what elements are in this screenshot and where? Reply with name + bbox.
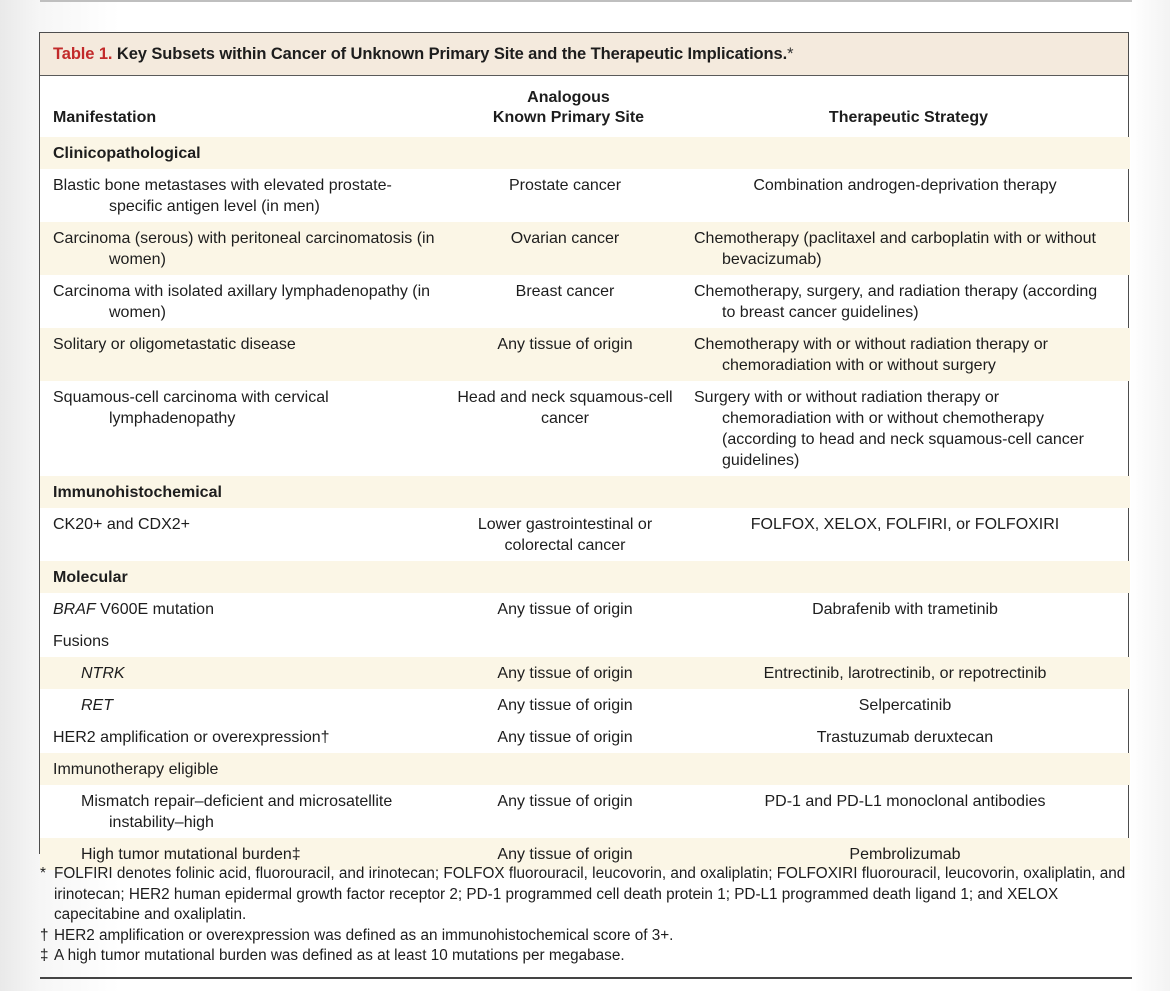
section-row xyxy=(40,561,1130,593)
strategy-cell: PD-1 and PD-L1 monoclonal antibodies xyxy=(764,793,1046,810)
table-row xyxy=(40,785,1130,838)
gene-name: RET xyxy=(81,697,113,714)
strategy-cell: Combination androgen-deprivation therapy xyxy=(753,177,1057,194)
strategy-cell: Pembrolizumab xyxy=(680,838,1130,870)
footnote-text: FOLFIRI denotes folinic acid, fluorouracil, and irinotecan; FOLFOX fluorouracil, leucovorin, and oxaliplatin; FOLFOXIRI fluorouracil, leucovorin, oxaliplatin, and irinotecan; HER2 human epidermal growth factor receptor 2; PD-1 programmed cell death protein 1; PD-L1 programmed death ligand 1; and XELOX capecitabine and oxaliplatin. xyxy=(54,865,1126,924)
table-row xyxy=(40,657,1130,689)
bottom-rule xyxy=(40,977,1132,979)
site-cell: Prostate cancer xyxy=(508,177,622,194)
site-cell xyxy=(450,625,680,657)
strategy-cell xyxy=(680,625,1130,657)
table-row xyxy=(40,381,1130,476)
table-frame xyxy=(39,32,1129,863)
table-row xyxy=(40,753,1130,785)
footnote xyxy=(40,864,1130,926)
header-site-line1: Analogous xyxy=(527,89,610,106)
table-row xyxy=(40,222,1130,275)
footnote-text: HER2 amplification or overexpression was defined as an immunohistochemical score of 3+. xyxy=(54,926,674,944)
manifestation-cell xyxy=(40,689,450,721)
strategy-cell: Dabrafenib with trametinib xyxy=(812,601,998,618)
manifestation-cell: Blastic bone metastases with elevated prostate-specific antigen level (in men) xyxy=(53,177,392,215)
manifestation-cell: Carcinoma (serous) with peritoneal carcinomatosis (in women) xyxy=(40,222,450,275)
manifestation-cell: HER2 amplification or overexpression† xyxy=(53,729,330,746)
site-cell: Breast cancer xyxy=(515,283,615,300)
manifestation-cell: Mismatch repair–deficient and microsatellite instability–high xyxy=(81,793,393,831)
manifestation-cell: Squamous-cell carcinoma with cervical lymphadenopathy xyxy=(53,389,329,427)
gene-name: NTRK xyxy=(81,665,125,682)
site-cell xyxy=(450,753,680,785)
manifestation-cell: Carcinoma with isolated axillary lymphadenopathy (in women) xyxy=(53,283,431,321)
table-title: Key Subsets within Cancer of Unknown Primary Site and the Therapeutic Implications. xyxy=(116,45,788,63)
footnote xyxy=(40,946,1130,967)
site-cell: Any tissue of origin xyxy=(497,793,633,810)
site-cell: Any tissue of origin xyxy=(450,657,680,689)
table-caption xyxy=(40,33,1128,76)
strategy-cell xyxy=(680,753,1130,785)
section-label: Molecular xyxy=(40,561,1130,593)
strategy-cell: Entrectinib, larotrectinib, or repotrectinib xyxy=(680,657,1130,689)
manifestation-cell: Immunotherapy eligible xyxy=(40,753,450,785)
table-row xyxy=(40,275,1130,328)
header-row xyxy=(40,76,1130,137)
manifestation-cell: CK20+ and CDX2+ xyxy=(53,516,190,533)
strategy-cell: FOLFOX, XELOX, FOLFIRI, or FOLFOXIRI xyxy=(750,516,1060,533)
data-table xyxy=(40,76,1130,870)
footnote xyxy=(40,926,1130,947)
footnote-mark: * xyxy=(40,865,46,882)
site-cell: Any tissue of origin xyxy=(450,838,680,870)
site-cell: Any tissue of origin xyxy=(497,697,633,714)
table-number: Table 1. xyxy=(53,45,113,63)
site-cell: Any tissue of origin xyxy=(497,601,633,618)
manifestation-cell: Solitary or oligometastatic disease xyxy=(40,328,450,381)
strategy-cell: Chemotherapy with or without radiation therapy or chemoradiation with or without surgery xyxy=(680,328,1130,381)
manifestation-cell: High tumor mutational burden‡ xyxy=(40,838,450,870)
footnotes xyxy=(40,864,1130,967)
manifestation-cell xyxy=(40,593,450,625)
footnote-text: A high tumor mutational burden was defined as at least 10 mutations per megabase. xyxy=(54,947,625,965)
manifestation-text: V600E mutation xyxy=(95,601,214,618)
strategy-cell: Trastuzumab deruxtecan xyxy=(816,729,994,746)
table-row xyxy=(40,508,1130,561)
site-cell: Lower gastrointestinal or colorectal cancer xyxy=(477,516,653,554)
site-cell: Any tissue of origin xyxy=(450,328,680,381)
header-site xyxy=(450,76,680,137)
site-cell: Ovarian cancer xyxy=(450,222,680,275)
strategy-cell: Chemotherapy, surgery, and radiation therapy (according to breast cancer guidelines) xyxy=(694,283,1098,321)
caption-asterisk: * xyxy=(787,45,794,63)
table-row xyxy=(40,169,1130,222)
gene-name: BRAF xyxy=(53,601,96,618)
strategy-cell: Chemotherapy (paclitaxel and carboplatin with or without bevacizumab) xyxy=(680,222,1130,275)
header-site-line2: Known Primary Site xyxy=(492,109,645,126)
manifestation-cell xyxy=(40,657,450,689)
table-row xyxy=(40,625,1130,657)
header-manifestation: Manifestation xyxy=(53,109,157,126)
table-row xyxy=(40,689,1130,721)
section-label: Clinicopathological xyxy=(40,137,1130,169)
strategy-cell: Selpercatinib xyxy=(858,697,952,714)
site-cell: Any tissue of origin xyxy=(497,729,633,746)
section-label: Immunohistochemical xyxy=(40,476,1130,508)
table-row xyxy=(40,328,1130,381)
footnote-mark: ‡ xyxy=(40,947,49,965)
header-strategy: Therapeutic Strategy xyxy=(828,109,989,126)
table-row xyxy=(40,593,1130,625)
section-row xyxy=(40,476,1130,508)
footnote-mark: † xyxy=(40,926,49,944)
table-row xyxy=(40,721,1130,753)
strategy-cell: Surgery with or without radiation therapy or chemoradiation with or without chemotherapy (according to head and neck squamous-cell cancer guidelines) xyxy=(694,389,1084,469)
section-row xyxy=(40,137,1130,169)
site-cell: Head and neck squamous-cell cancer xyxy=(457,389,673,427)
top-rule xyxy=(40,0,1132,2)
manifestation-cell: Fusions xyxy=(53,633,110,650)
